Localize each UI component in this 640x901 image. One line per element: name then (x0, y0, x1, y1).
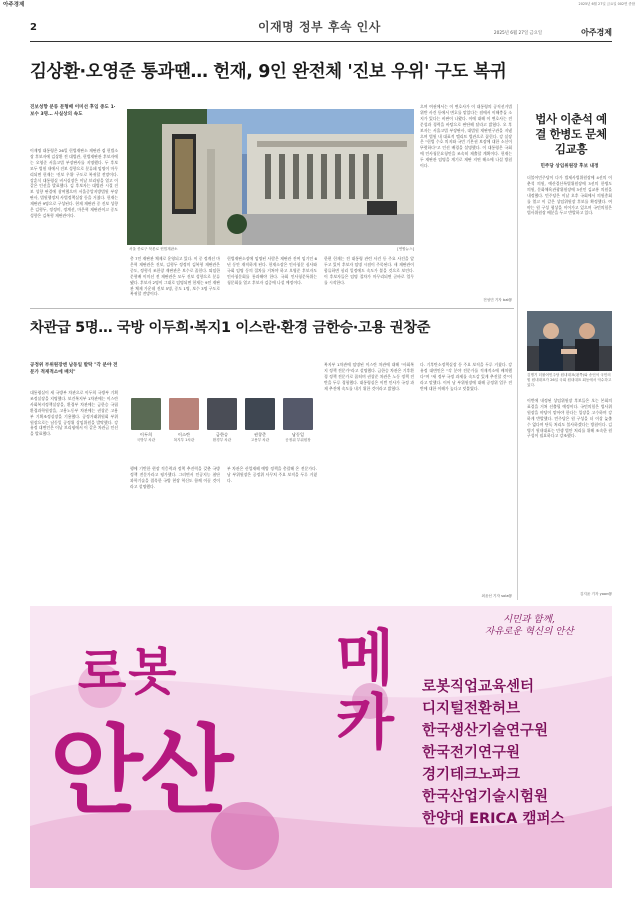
ad-big-text-ansan: 안산 (50, 715, 232, 827)
ad-partner-item: 한국전기연구원 (422, 745, 521, 761)
second-col3-text: 부 차관은 산업재해 예방 정책을 총괄해 온 전문가다. 남 부위원장은 공정위 사무처 주요 보직을 두루 거쳤다. (227, 466, 317, 483)
official-portrait (169, 398, 199, 430)
official-card (243, 398, 277, 443)
ad-partner-item: 한국산업기술시험원 (422, 789, 549, 805)
sidebar-text-top: 더불어민주당이 다가 법제사법위원장에 4선의 이춘석 의원, 예산결산특별위원장에 3선의 한병도 의원, 문화체육관광위원장에 3선인 김교흥 의원을 내정했다. 민주당은 이날 오후 국회에서 의원총회를 열고 이 같은 상임위원장 후보를 확정했다. 여야는 원 구성 협상을 이어가고 있으며 국민의힘은 법사위원장 배분을 두고 반발하고 있다. (527, 175, 612, 216)
lead-headline: 김상환·오영준 통과땐… 헌재, 9인 완전체 '진보 우위' 구도 복귀 (30, 62, 507, 82)
ad-partner-item: 디지털전환허브 (422, 701, 521, 717)
sidebar-photo (527, 311, 612, 371)
official-card (281, 398, 315, 443)
ad-partner-item: 로봇직업교육센터 (422, 679, 535, 695)
lead-col2-text: 총 7인 재판관 체제로 운영되고 있다. 이 중 정계선 마은혁 재판관은 진보, 김형두 정정미 김복형 재판관은 중도, 정형식 조한창 재판관은 보수로 꼽힌다. 퇴임한 문형배 이미선 전 재판관은 모두 진보 성향으로 분류됐다. 후보자 2명이 그대로 임명되면 헌재는 9인 재판관 체제 가운데 진보 5명, 중도 1명, 보수 3명 구도로 복귀할 전망이다. (130, 256, 220, 297)
lead-subhead-text: 진보성향 분류 문형배 이미선 후임 중도 1·보수 3명… 사실상의 속도 (30, 105, 116, 117)
sidebar-photo-caption: 김병기 더불어민주당 원내대표(왼쪽)와 송언석 국민의힘 원내대표가 26일 국회 원내대표 회동에서 악수하고 있다. (527, 373, 612, 388)
official-title: 공정위 부위원장 (285, 438, 311, 442)
sidebar-headline: 법사 이춘석 예결 한병도 문체 김교흥 (535, 112, 607, 156)
sidebar-byline: 김지윤 기자 yoon@ (579, 592, 612, 596)
second-col5-text: 다. 기후탄소정책실장 등 주요 보직을 두루 거쳤다. 강유정 대변인은 "각 분야 전문가를 적재적소에 배치했다"며 "새 정부 국정 과제를 속도감 있게 추진할 것"이라고 말했다. 이어 남 부위원장에 대해 공정위 업무 전반에 대한 이해가 높다고 덧붙였다. (420, 362, 512, 391)
ad-slogan-line2: 자유로운 혁신의 안산 (485, 626, 574, 637)
lead-photo-caption: 서울 종로구 북촌로 헌법재판소 (129, 247, 178, 251)
official-title: 고용부 차관 (250, 438, 270, 442)
lead-col4-text: 한편 헌재는 전 대통령 관련 사건 등 주요 사건을 앞두고 있어 후보자 임명 시점이 주목된다. 새 재판관이 합류하면 심리 일정에도 속도가 붙을 것으로 보인다. 이 후보자들은 임명 절차가 마무리되면 곧바로 업무를 시작한다. (324, 256, 414, 285)
official-name: 이두희 (139, 432, 153, 437)
ad-big-text-mecha: 메카 (325, 626, 395, 754)
brand-mini: 아주경제 (3, 2, 25, 8)
second-headline: 차관급 5명… 국방 이두희·복지1 이스란·환경 금한승·고용 권창준 (30, 320, 431, 336)
official-card (129, 398, 163, 443)
sidebar-divider (517, 104, 518, 600)
official-card (205, 398, 239, 443)
official-portrait (245, 398, 275, 430)
second-col4-text: 복지부 1차관에 임명된 이스란 차관에 대해 "사회복지 정책 전문가"라고 설명했다. 금한승 차관은 기후환경 정책 전문가로 꼽히며 권창준 차관은 노동 정책 전반을 두루 경험했다. 대통령실은 이번 인사가 국정 과제 추진에 속도를 내기 위한 것이라고 밝혔다. (324, 362, 414, 391)
official-portrait (131, 398, 161, 430)
ad-partner-item: 한국생산기술연구원 (422, 723, 549, 739)
official-name: 이스란 (177, 432, 191, 437)
second-col2-text: 행에 기반한 현장 적응력과 정책 추진력을 갖춘 국방 정책 전문가라고 평가했다. 그러면서 인공지능 첨단과학기술을 접목한 국방 현장 혁신도 함께 이끌 것이라고 설명했다. (130, 466, 220, 489)
official-title: 복지부 1차관 (173, 438, 195, 442)
official-title: 환경부 차관 (212, 438, 232, 442)
paper-name: 아주경제 (581, 28, 612, 37)
lead-photo-credit: [연합뉴스] (397, 247, 414, 251)
header-divider (30, 41, 612, 42)
ansan-robot-ad (30, 606, 612, 888)
section-title: 이재명 정부 후속 인사 (258, 20, 381, 34)
page-number: 2 (30, 22, 37, 33)
officials-row (127, 398, 317, 458)
lead-subhead (30, 104, 118, 118)
official-name: 금한승 (215, 432, 229, 437)
sidebar-text-bottom: 이번에 내정된 상임위원장 후보들은 오는 본회의 표결을 거쳐 선출될 예정이다. 국민의힘은 법사위원장을 야당이 맡아야 한다는 입장을 고수하며 강하게 반발했다. 민주당은 원 구성을 더 이상 늦출 수 없다며 단독 처리도 불사하겠다는 방침이다. 김병기 원내대표는 민생 법안 처리를 위해 조속한 원 구성이 필요하다고 강조했다. (527, 398, 612, 439)
lead-col1-text: 이재명 대통령은 26일 헌법재판소 재판관 겸 헌법소장 후보자에 김상환 전 대법관, 헌법재판관 후보자에는 오영준 서울고법 부장판사를 지명했다. 두 후보 모두 법원 내에서 진보 성향으로 분류돼 임명이 마무리되면 헌재는 '진보 우위' 구도로 복귀할 전망이다. 강훈식 대통령실 비서실장은 이날 브리핑을 열고 이 같은 인선을 발표했다. 김 후보자는 대법관 시절 진보 성향 판결에 참여했으며 서울중앙지방법원 부장판사, 법원행정처 사법정책실장 등을 거쳤다. 헌재는 재판관 9명으로 구성된다. 현재 재판관 중 진보 성향은 김형두, 정정미, 정계선, 마은혁 재판관이고 중도 성향은 김복형 재판관이다. (30, 148, 118, 218)
lead-col3-text: 헌법재판소장에 임명된 사람은 재판관 잔여 임기인 6년 동안 재직하게 된다. 헌재소장은 인사청문 심사와 국회 임명 동의 절차를 거쳐야 하고 오영준 후보자도 인사청문회를 통과해야 한다. 국회 인사청문특위는 청문회를 열고 후보자 검증에 나설 예정이다. (227, 256, 317, 285)
second-story-divider (30, 308, 514, 309)
second-subhead: 공정위 부위원장엔 남동일 발탁 "각 분야 전문가 적재적소에 배치" (30, 363, 118, 375)
ad-partner-item: 경기테크노파크 (422, 767, 521, 783)
page-header (30, 16, 612, 42)
second-byline: 최윤선 기자 sola@ (481, 594, 512, 598)
ad-partner-list (422, 676, 608, 830)
official-name: 남동일 (291, 432, 305, 437)
lead-col5-text: 으며 여권에서는 이 변호사가 이 대통령의 공직선거법 위반 사건 등에서 변호를 맡았다는 점에서 이해충돌 소지가 있다는 비판이 나왔다. 이에 대해 이 변호사는 전문성과 경력을 바탕으로 판단해 달라고 밝혔다. 오 후보자는 서울고법 부장판사, 대법원 재판연구관을 지냈으며 법원 내 대표적 엘리트 법관으로 꼽힌다. 강 실장은 "헌법 수호 의지와 국민 기본권 보장에 대한 소신이 뚜렷하다"고 인선 배경을 설명했다. 이 대통령은 국회에 인사청문요청안을 조속히 제출할 계획이다. 헌재는 두 재판관 임명을 계기로 재판 지연 해소에 나설 방침이다. (420, 104, 512, 169)
official-portrait (283, 398, 313, 430)
court-photo (127, 109, 414, 245)
official-name: 권창준 (253, 432, 267, 437)
top-bar (0, 0, 640, 10)
ad-slogan-line1: 시민과 함께, (503, 614, 555, 625)
sidebar-subhead: 민주당 상임위원장 후보 내정 (540, 164, 599, 169)
court-building-illustration (127, 109, 414, 245)
dateline: 2025년 6월 27일 금요일 002면 종합 (578, 2, 635, 6)
official-portrait (207, 398, 237, 430)
ad-slogan (485, 614, 609, 638)
second-col1-text: 대통령실이 새 국방부 차관으로 이두희 국방부 기획조정실장을 지명했다. 보건복지부 1차관에는 이스란 사회복지정책실장을, 환경부 차관에는 금한승 국립환경과학원장을, 고용노동부 차관에는 권창준 고용부 기획조정실장을 기용했다. 공정거래위원회 부위원장으로는 남동일 공정위 상임위원을 발탁했다. 강유정 대변인은 이날 브리핑에서 이 같은 차관급 인선을 발표했다. (30, 390, 118, 437)
lead-byline: 전성민 기자 bal@ (483, 298, 512, 302)
official-title: 국방부 차관 (136, 438, 156, 442)
official-card (167, 398, 201, 443)
ad-partner-item: 한양대 ERICA 캠퍼스 (422, 811, 565, 827)
ad-big-text-robot: 로봇 (78, 643, 179, 701)
handshake-illustration (527, 311, 612, 371)
header-date: 2025년 6월 27일 금요일 (493, 31, 542, 36)
